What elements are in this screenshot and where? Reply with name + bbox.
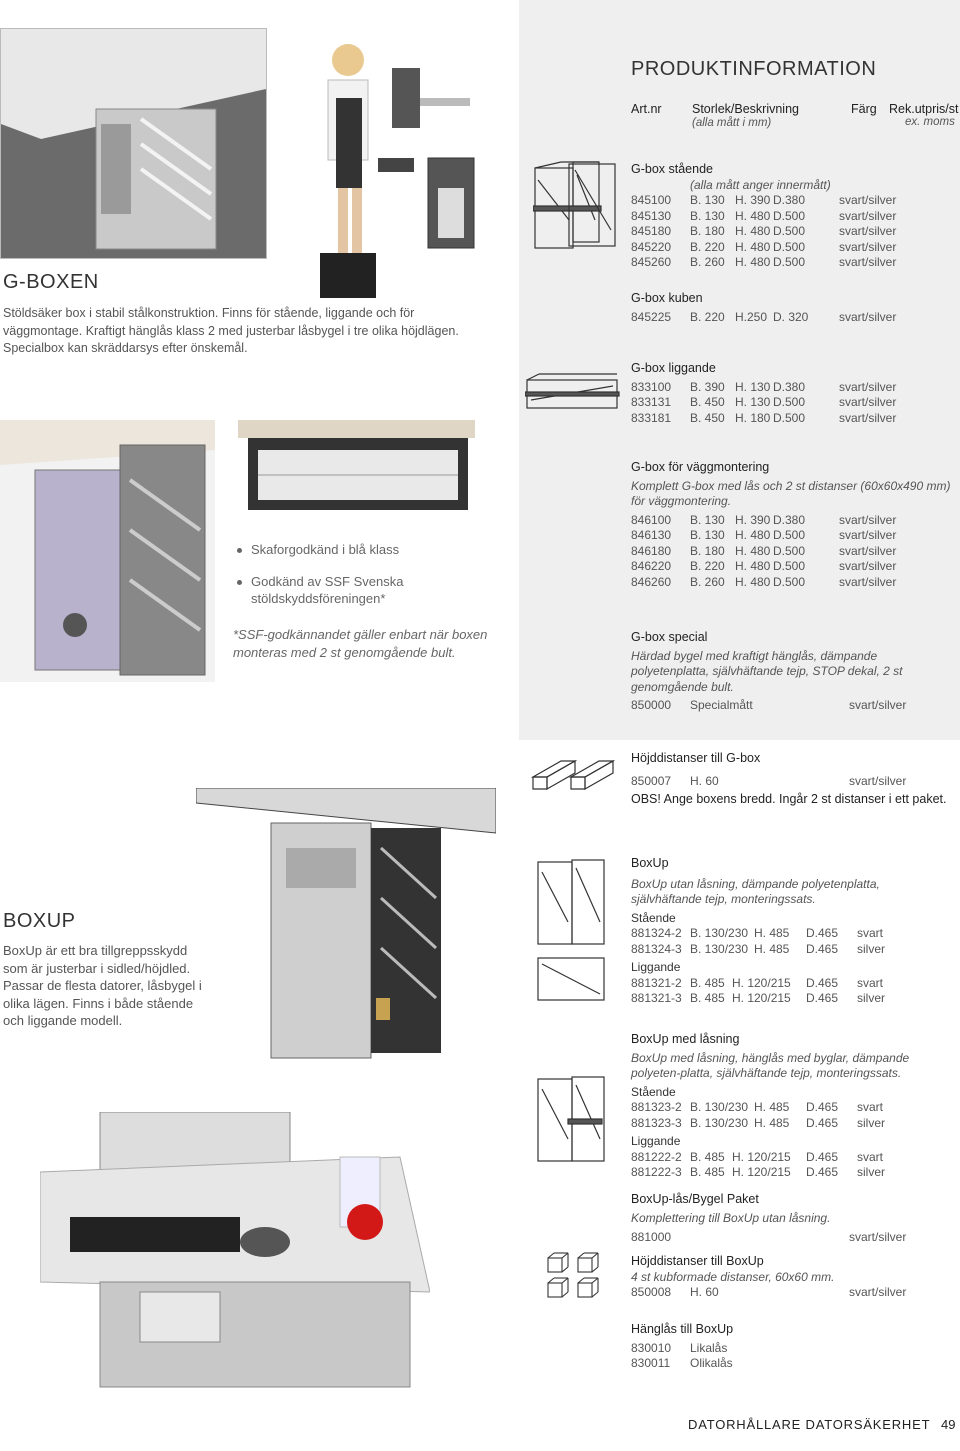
cell-d: D. 320 [773, 309, 809, 324]
cell-d: D.500 [773, 395, 806, 409]
cell-h: H. 485 [754, 926, 790, 940]
table-row [631, 380, 951, 396]
sketch-gbox-standing-2 [567, 160, 619, 250]
cell-art: 881321-3 [631, 991, 682, 1005]
approval-bullets [237, 541, 426, 622]
section-note: (alla mått anger innermått) [690, 177, 831, 192]
cell-d: D.500 [773, 208, 806, 223]
table-row [631, 224, 951, 240]
cell-d: D.465 [806, 926, 839, 940]
cell-b: B. 485 [690, 1149, 725, 1164]
cell-color: svart [857, 975, 884, 990]
cell-h: H. 485 [754, 1100, 790, 1114]
cell-color: svart/silver [839, 379, 897, 394]
bullet-skafor: Skaforgodkänd i blå klass [237, 541, 426, 558]
cell-h: H. 480 [735, 574, 771, 589]
cell-art: 830010 [631, 1340, 672, 1355]
section-note: BoxUp utan låsning, dämpande polyetenplatta, självhäftande tejp, monteringssats. [631, 876, 880, 906]
spec-table [631, 976, 953, 1007]
section-gbox-liggande [631, 361, 951, 426]
cell-h: H. 480 [735, 224, 771, 238]
cell-art: 881323-3 [631, 1115, 682, 1130]
table-row [631, 209, 951, 225]
section-gbox-stande [631, 162, 951, 271]
section-hojd-boxup [631, 1254, 953, 1301]
cell-spec: Likalås [690, 1340, 728, 1355]
cell-color: svart/silver [839, 395, 897, 409]
cell-color: silver [857, 1115, 886, 1130]
cell-spec: Olikalås [690, 1356, 733, 1370]
table-row [631, 240, 951, 256]
cell-art: 881222-2 [631, 1149, 682, 1164]
cell-color: svart/silver [839, 512, 897, 527]
table-row [631, 528, 953, 544]
sketch-distance-blocks [531, 757, 618, 792]
cell-d: D.465 [806, 941, 839, 956]
cell-color: svart [857, 926, 884, 940]
cell-d: D.500 [773, 255, 806, 269]
cell-art: 846130 [631, 528, 672, 542]
table-row [631, 255, 951, 271]
table-row [631, 395, 951, 411]
cell-b: B. 260 [690, 255, 725, 269]
col-header-price-sub: ex. moms [905, 116, 955, 128]
photo-woman-wall-monitor [300, 28, 480, 308]
cell-b: B. 130 [690, 528, 725, 542]
cell-h: H. 480 [735, 208, 771, 223]
cell-b: B. 130/230 [690, 926, 749, 940]
section-head: BoxUp [631, 856, 669, 870]
cell-color: svart/silver [839, 193, 897, 207]
table-row [631, 1150, 953, 1166]
cell-d: D.465 [806, 1165, 839, 1179]
photo-boxup-desk-scene [40, 1112, 430, 1394]
section-head: BoxUp-lås/Bygel Paket [631, 1192, 759, 1206]
section-gbox-kuben [631, 291, 951, 325]
cell-b: B. 130 [690, 193, 725, 207]
cell-b: B. 180 [690, 224, 725, 238]
cell-art: 845180 [631, 224, 672, 238]
cell-color: svart/silver [839, 239, 897, 254]
cell-h: H. 120/215 [732, 975, 791, 990]
section-boxup-las [631, 1032, 953, 1181]
sub-head: Stående [631, 1084, 676, 1099]
cell-color: svart/silver [839, 559, 897, 573]
sketch-gbox-horizontal [525, 372, 620, 412]
table-row [631, 544, 953, 560]
boxup-title: BOXUP [3, 910, 76, 932]
cell-b: B. 220 [690, 559, 725, 573]
cell-h: H. 130 [735, 395, 771, 409]
section-head: G-box special [631, 630, 708, 644]
cell-art: 845220 [631, 239, 672, 254]
section-head: G-box stående [631, 162, 713, 176]
cell-d: D.500 [773, 239, 806, 254]
cell-b: B. 180 [690, 543, 725, 558]
cell-art: 881324-3 [631, 941, 682, 956]
cell-b: B. 130/230 [690, 1115, 749, 1130]
section-head: G-box för väggmontering [631, 460, 770, 474]
cell-art: 846100 [631, 512, 672, 527]
section-hanglas [631, 1322, 953, 1372]
cell-b: B. 130 [690, 208, 725, 223]
cell-h: H. 485 [754, 1115, 790, 1130]
cell-b: B. 485 [690, 975, 725, 990]
cell-b: B. 130/230 [690, 1100, 749, 1114]
cell-h: H. 480 [735, 255, 771, 269]
section-head: BoxUp med låsning [631, 1032, 740, 1046]
table-row [631, 991, 953, 1007]
cell-d: D.380 [773, 512, 806, 527]
section-note: Komplettering till BoxUp utan låsning. [631, 1210, 831, 1225]
cell-d: D.500 [773, 543, 806, 558]
cell-art: 881222-3 [631, 1165, 682, 1179]
section-gbox-special [631, 630, 953, 714]
sketch-boxup-cubes [545, 1250, 603, 1302]
table-row [631, 1100, 953, 1116]
cell-art: 833131 [631, 395, 672, 409]
photo-desk-gbox [0, 28, 267, 259]
spec-table [631, 193, 951, 271]
sketch-boxup-horizontal [536, 954, 606, 1004]
page-title: PRODUKTINFORMATION [631, 58, 877, 80]
cell-h: H. 180 [735, 410, 771, 425]
spec-table [631, 926, 953, 957]
cell-d: D.380 [773, 193, 806, 207]
bullet-ssf: Godkänd av SSF Svenska stöldskyddsföreningen* [237, 573, 426, 607]
cell-art: 846220 [631, 559, 672, 573]
cell-art: 830011 [631, 1356, 671, 1370]
sub-head: Liggande [631, 1134, 681, 1148]
table-row [631, 559, 953, 575]
section-head: Hänglås till BoxUp [631, 1322, 734, 1336]
cell-h: H. 390 [735, 512, 771, 527]
cell-art: 881323-2 [631, 1100, 682, 1114]
spec-table [631, 1100, 953, 1131]
boxup-text: BoxUp är ett bra tillgreppsskydd som är justerbar i sidled/höjdled. Passar de flesta datorer, låsbygel i olika lägen. Finns i både stående och liggande modell. [3, 943, 202, 1028]
cell-d: D.500 [773, 574, 806, 589]
cell-art: 881324-2 [631, 926, 682, 940]
table-row [631, 1165, 953, 1181]
section-note: BoxUp med låsning, hänglås med byglar, dämpande polyeten-platta, självhäftande tejp, monteringssats. [631, 1050, 910, 1080]
section-head: G-box liggande [631, 361, 716, 375]
ssf-note: *SSF-godkännandet gäller enbart när boxen monteras med 2 st genomgående bult. [233, 627, 488, 660]
section-head: Höjddistanser till BoxUp [631, 1254, 764, 1268]
cell-color: svart/silver [839, 309, 897, 324]
cell-color: svart/silver [839, 574, 897, 589]
spec-table [631, 1341, 953, 1372]
footer-title: DATORHÅLLARE DATORSÄKERHET [688, 1417, 931, 1432]
cell-h: H. 120/215 [732, 1149, 791, 1164]
table-row [631, 976, 953, 992]
gboxen-text: Stöldsäker box i stabil stålkonstruktion. Finns för stående, liggande och för väggmontage. Kraftigt hänglås klass 2 med justerbar låsbygel i tre olika höjdlägen. Specialbox kan skräddarsys efter önskemål. [3, 306, 459, 355]
table-row [631, 575, 953, 591]
cell-h: H. 120/215 [732, 991, 791, 1005]
section-paket [631, 1192, 953, 1246]
spec-table [631, 1150, 953, 1181]
section-note: Härdad bygel med kraftigt hänglås, dämpande polyetenplatta, självhäftande tejp, STOP dekal, 2 st genomgående bult. [631, 648, 903, 694]
table-row [631, 1341, 953, 1357]
sub-head: Liggande [631, 960, 681, 974]
cell-art: 845260 [631, 255, 672, 269]
section-head: G-box kuben [631, 291, 703, 305]
cell-art: 845130 [631, 208, 672, 223]
cell-d: D.500 [773, 224, 806, 238]
obs-note: OBS! Ange boxens bredd. Ingår 2 st distanser i ett paket. [631, 792, 947, 806]
cell-color: svart/silver [839, 224, 897, 238]
table-row [631, 1356, 953, 1372]
spec-table [631, 310, 951, 326]
cell-color: svart/silver [839, 255, 897, 269]
cell-color: silver [857, 1165, 886, 1179]
cell-art: 846180 [631, 543, 672, 558]
cell-b: B. 260 [690, 574, 725, 589]
cell-d: D.465 [806, 1149, 839, 1164]
cell-d: D.465 [806, 991, 839, 1005]
photo-gbox-tower [0, 420, 215, 682]
cell-b: B. 220 [690, 239, 725, 254]
section-note: Komplett G-box med lås och 2 st distanser (60x60x490 mm) för väggmontering. [631, 478, 951, 508]
table-row: 850008 H. 60 svart/silver [631, 1285, 907, 1299]
cell-h: H. 390 [735, 193, 771, 207]
col-header-color: Färg [851, 102, 877, 116]
photo-boxup-under-desk [196, 788, 496, 1063]
cell-h: H. 480 [735, 543, 771, 558]
table-row [631, 411, 951, 427]
col-header-art: Art.nr [631, 102, 662, 116]
table-row [631, 193, 951, 209]
section-gbox-vagg [631, 460, 953, 590]
cell-b: B. 485 [690, 1165, 725, 1179]
cell-color: svart/silver [839, 543, 897, 558]
table-row [631, 310, 951, 326]
cell-h: H. 130 [735, 379, 771, 394]
cell-b: B. 485 [690, 991, 725, 1005]
cell-art: 833181 [631, 410, 672, 425]
section-head: Höjddistanser till G-box [631, 751, 761, 765]
cell-d: D.380 [773, 379, 806, 394]
cell-h: H. 485 [754, 941, 790, 956]
cell-art: 833100 [631, 379, 672, 394]
table-row [631, 513, 953, 529]
cell-art: 845225 [631, 309, 672, 324]
cell-b: B. 130/230 [690, 941, 749, 956]
cell-h: H.250 [735, 309, 768, 324]
cell-d: D.500 [773, 410, 806, 425]
gboxen-title: G-BOXEN [3, 271, 99, 293]
cell-h: H. 480 [735, 559, 771, 573]
col-header-price: Rek.utpris/st [889, 102, 959, 116]
cell-color: svart/silver [839, 528, 897, 542]
table-row [631, 942, 953, 958]
section-boxup [631, 856, 953, 1007]
cell-h: H. 480 [735, 239, 771, 254]
spec-table [631, 513, 953, 591]
cell-b: B. 220 [690, 309, 725, 324]
table-row: 881000 svart/silver [631, 1230, 907, 1244]
cell-b: B. 450 [690, 395, 725, 409]
table-row: 850007 H. 60 svart/silver [631, 773, 907, 788]
cell-art: 881321-2 [631, 975, 682, 990]
page-number: 49 [941, 1417, 956, 1432]
section-hojd-gbox [631, 751, 953, 808]
cell-d: D.465 [806, 975, 839, 990]
cell-color: svart [857, 1100, 884, 1114]
section-note: 4 st kubformade distanser, 60x60 mm. [631, 1269, 835, 1284]
cell-art: 845100 [631, 193, 672, 207]
cell-color: svart [857, 1149, 884, 1164]
cell-b: B. 390 [690, 379, 725, 394]
sketch-boxup-standing [536, 858, 606, 948]
cell-color: silver [857, 941, 886, 956]
table-row [631, 1116, 953, 1132]
col-header-size-sub: (alla mått i mm) [692, 117, 772, 129]
table-row [631, 926, 953, 942]
cell-art: 846260 [631, 574, 672, 589]
cell-b: B. 450 [690, 410, 725, 425]
photo-gbox-horizontal [238, 420, 475, 512]
cell-d: D.465 [806, 1100, 839, 1114]
cell-d: D.465 [806, 1115, 839, 1130]
cell-color: svart/silver [839, 208, 897, 223]
cell-color: svart/silver [839, 410, 897, 425]
cell-d: D.500 [773, 559, 806, 573]
sub-head: Stående [631, 910, 676, 925]
sketch-boxup-lock-standing [536, 1075, 606, 1165]
table-row: 850000 Specialmått svart/silver [631, 698, 907, 712]
cell-color: silver [857, 991, 886, 1005]
col-header-size: Storlek/Beskrivning [692, 102, 799, 116]
cell-b: B. 130 [690, 512, 725, 527]
cell-h: H. 480 [735, 528, 771, 542]
cell-d: D.500 [773, 528, 806, 542]
cell-h: H. 120/215 [732, 1165, 791, 1179]
spec-table [631, 380, 951, 427]
